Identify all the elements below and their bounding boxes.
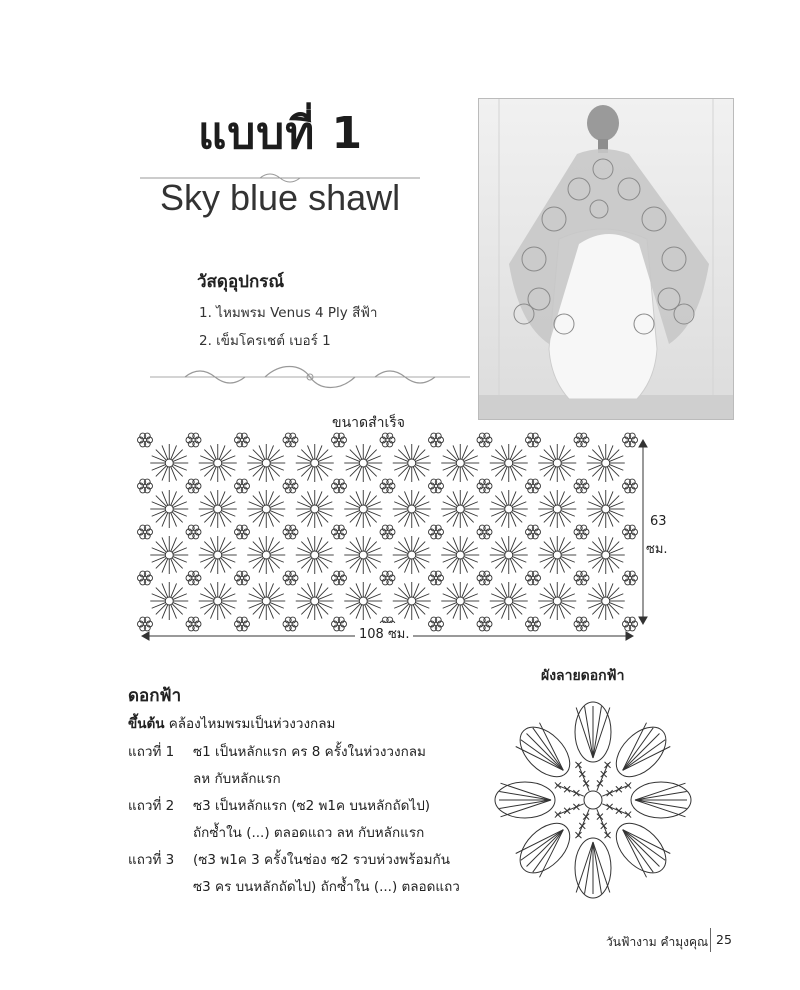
joining-flower (332, 571, 347, 585)
row-label: แถวที่ 3 (128, 852, 175, 868)
joining-flower (380, 479, 395, 493)
joining-flower (477, 617, 492, 631)
motif-chart-label: ผังลายดอกฟ้า (541, 668, 625, 684)
joining-flower (138, 571, 153, 585)
joining-flower (235, 479, 250, 493)
joining-flower (332, 525, 347, 539)
footer-separator (710, 928, 711, 952)
petal (511, 718, 579, 786)
height-dimension-line (639, 440, 647, 624)
motif (587, 444, 625, 482)
joining-flower (283, 479, 298, 493)
motif (393, 536, 431, 574)
ornament-divider (145, 364, 475, 392)
motif (199, 582, 237, 620)
joining-flower (283, 525, 298, 539)
joining-flower (429, 525, 444, 539)
motif (247, 490, 285, 528)
motif (150, 444, 188, 482)
chain-spoke (602, 782, 631, 796)
joining-flower (429, 479, 444, 493)
petal (575, 838, 611, 898)
joining-flower (186, 433, 201, 447)
motif (344, 582, 382, 620)
motif (441, 490, 479, 528)
joining-flower (235, 433, 250, 447)
motif (199, 490, 237, 528)
joining-flower (623, 433, 638, 447)
motif (587, 536, 625, 574)
start-label: ขึ้นต้น (128, 716, 165, 732)
start-instruction (128, 712, 335, 734)
motif (441, 444, 479, 482)
row-text: ซ3 เป็นหลักแรก (ซ2 พ1ค บนหลักถัดไป) (193, 798, 431, 814)
joining-flower (138, 433, 153, 447)
joining-flower (380, 525, 395, 539)
motif (296, 582, 334, 620)
motif (296, 490, 334, 528)
motif (393, 582, 431, 620)
row-text: ถักซ้ำใน (...) ตลอดแถว ลห กับหลักแรก (193, 825, 425, 841)
chain-spoke (602, 804, 631, 818)
motif (199, 444, 237, 482)
joining-flower (477, 525, 492, 539)
motif (199, 536, 237, 574)
joining-flower (429, 617, 444, 631)
motif (490, 444, 528, 482)
joining-flower (186, 571, 201, 585)
joining-flower (477, 479, 492, 493)
materials-heading: วัสดุอุปกรณ์ (197, 272, 285, 292)
chain-spoke (575, 762, 589, 791)
motif (441, 536, 479, 574)
row-label: แถวที่ 1 (128, 744, 175, 760)
joining-flower (574, 433, 589, 447)
pattern-heading: ดอกฟ้า (128, 686, 182, 706)
motif (344, 536, 382, 574)
page-title-thai: แบบที่ 1 (198, 108, 364, 159)
center-ring (584, 791, 602, 809)
joining-flower (283, 617, 298, 631)
chain-spoke (575, 809, 589, 838)
chain-spoke (555, 804, 584, 818)
motif (587, 490, 625, 528)
materials-item: 2. เข็มโครเชต์ เบอร์ 1 (199, 333, 331, 349)
joining-flower (574, 571, 589, 585)
chain-spoke (597, 762, 611, 791)
joining-flower (380, 571, 395, 585)
joining-flower (332, 617, 347, 631)
motif (538, 536, 576, 574)
joining-flower (332, 479, 347, 493)
joining-flower (477, 571, 492, 585)
joining-flower (623, 617, 638, 631)
motif-crochet-chart (470, 690, 720, 915)
petal (631, 782, 691, 818)
footer-text: วันฟ้างาม คำมุงคุณ (606, 935, 709, 949)
joining-flower (283, 571, 298, 585)
joining-flower (574, 479, 589, 493)
joining-flower (186, 525, 201, 539)
joining-flower (526, 571, 541, 585)
motif (344, 444, 382, 482)
joining-flower (186, 617, 201, 631)
joining-flower (429, 571, 444, 585)
motif (247, 536, 285, 574)
height-dimension-value: 63 (650, 514, 667, 529)
finished-size-label: ขนาดสำเร็จ (332, 415, 406, 431)
joining-flower (138, 617, 153, 631)
chain-spoke (555, 782, 584, 796)
motif (393, 490, 431, 528)
motif (490, 490, 528, 528)
joining-flower (623, 525, 638, 539)
joining-flower (283, 433, 298, 447)
row-text: (ซ3 พ1ค 3 ครั้งในช่อง ซ2 รวบห่วงพร้อมกัน (193, 852, 450, 868)
page-title-english: Sky blue shawl (160, 177, 401, 218)
height-dimension-unit: ซม. (646, 542, 668, 557)
motif (247, 582, 285, 620)
motif (150, 490, 188, 528)
motif (490, 536, 528, 574)
motif (150, 536, 188, 574)
joining-flower (138, 479, 153, 493)
joining-flower (138, 525, 153, 539)
start-text: คล้องไหมพรมเป็นห่วงวงกลม (168, 716, 336, 732)
joining-flower (623, 479, 638, 493)
joining-flower (186, 479, 201, 493)
motif (441, 582, 479, 620)
joining-flower (477, 433, 492, 447)
row-text: ซ1 เป็นหลักแรก คร 8 ครั้งในห่วงวงกลม (193, 744, 426, 760)
page-number: 25 (716, 932, 732, 947)
chain-spoke (597, 809, 611, 838)
joining-flower (574, 617, 589, 631)
motif (538, 582, 576, 620)
motif (344, 490, 382, 528)
petal (495, 782, 555, 818)
joining-flower (526, 479, 541, 493)
shawl-motif-layout (130, 432, 680, 642)
row-text: ซ3 คร บนหลักถัดไป) ถักซ้ำใน (...) ตลอดแถว (193, 879, 460, 895)
joining-flower (235, 571, 250, 585)
motif (296, 444, 334, 482)
width-dimension-label: 108 ซม. (355, 623, 413, 644)
motif (150, 582, 188, 620)
row-label: แถวที่ 2 (128, 798, 175, 814)
joining-flower (380, 433, 395, 447)
joining-flower (332, 433, 347, 447)
materials-item: 1. ไหมพรม Venus 4 Ply สีฟ้า (199, 305, 378, 321)
petal (511, 814, 579, 882)
motif (247, 444, 285, 482)
petal (607, 718, 675, 786)
motif (538, 444, 576, 482)
shawl-photo (478, 98, 734, 420)
joining-flower (526, 433, 541, 447)
motif (296, 536, 334, 574)
joining-flower (235, 525, 250, 539)
row-text: ลห กับหลักแรก (193, 771, 281, 787)
motif (490, 582, 528, 620)
petal (607, 814, 675, 882)
motif (393, 444, 431, 482)
joining-flower (235, 617, 250, 631)
motif (538, 490, 576, 528)
petal (575, 702, 611, 762)
joining-flower (526, 617, 541, 631)
joining-flower (574, 525, 589, 539)
joining-flower (623, 571, 638, 585)
motif (587, 582, 625, 620)
joining-flower (526, 525, 541, 539)
joining-flower (429, 433, 444, 447)
